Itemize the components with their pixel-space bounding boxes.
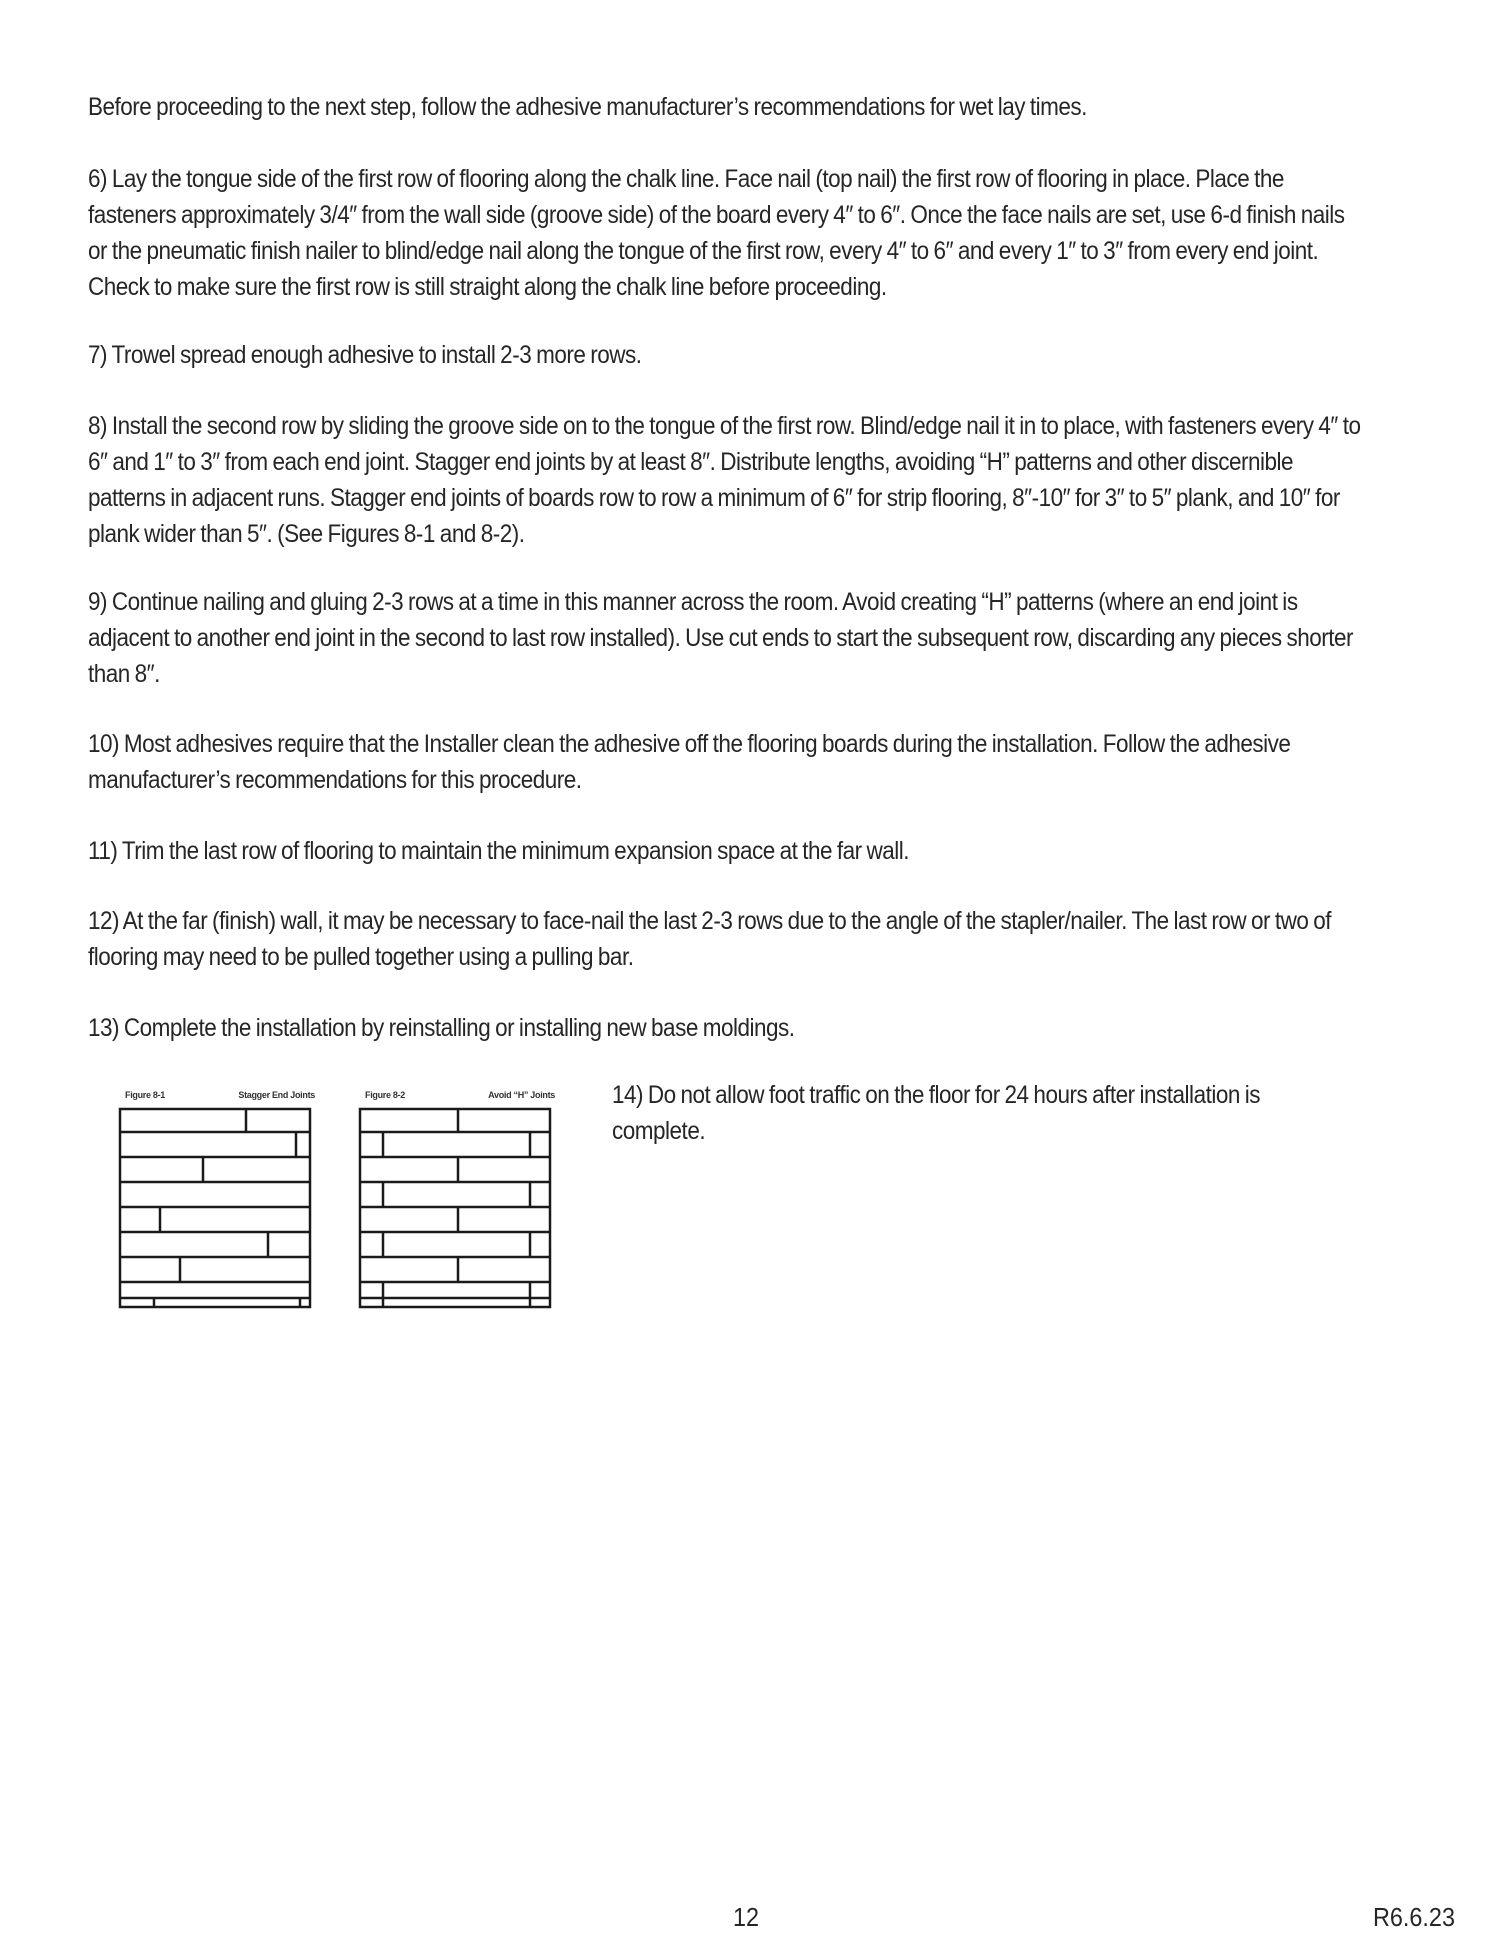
step-13-paragraph: 13) Complete the installation by reinstalling or installing new base moldings.	[88, 1014, 795, 1042]
figure-8-1-stagger-end-joints	[118, 1090, 315, 1315]
figure-8-2-caption: Avoid “H” Joints	[488, 1090, 555, 1100]
page-number: 12	[733, 1902, 760, 1932]
step-14-paragraph: 14) Do not allow foot traffic on the floor for 24 hours after installation is complete.	[612, 1081, 1260, 1145]
intro-paragraph: Before proceeding to the next step, follow the adhesive manufacturer’s recommendations for wet lay times.	[88, 93, 1087, 121]
floor-pattern-h-joint-diagram	[358, 1107, 555, 1315]
step-11-paragraph: 11) Trim the last row of flooring to maintain the minimum expansion space at the far wall.	[88, 837, 910, 865]
revision-code: R6.6.23	[1373, 1902, 1455, 1932]
step-9-paragraph: 9) Continue nailing and gluing 2-3 rows at a time in this manner across the room. Avoid creating “H” patterns (where an end joint is adjacent to another end joint in the second to last row installed). Use cut ends to start the subsequent row, discarding any pieces shorter than 8″.	[88, 588, 1354, 688]
step-12-paragraph: 12) At the far (finish) wall, it may be necessary to face-nail the last 2-3 rows due to the angle of the stapler/nailer. The last row or two of flooring may need to be pulled together using a pulling bar.	[88, 907, 1332, 971]
figure-8-2-label: Figure 8-2	[365, 1090, 406, 1100]
step-10-paragraph: 10) Most adhesives require that the Installer clean the adhesive off the flooring boards during the installation. Follow the adhesive manufacturer’s recommendations for this procedure.	[88, 730, 1291, 794]
figure-8-1-caption: Stagger End Joints	[238, 1090, 315, 1100]
step-6-paragraph: 6) Lay the tongue side of the first row of flooring along the chalk line. Face nail (top nail) the first row of flooring in place. Place the fasteners approximately 3/4″ from the wall side (groove side) of the board every 4″ to 6″. Once the face nails are set, use 6-d finish nails or the pneumatic finish nailer to blind/edge nail along the tongue of the first row, every 4″ to 6″ and every 1″ to 3″ from every end joint. Check to make sure the first row is still straight along the chalk line before proceeding.	[88, 165, 1345, 301]
figure-8-2-avoid-h-joints	[358, 1090, 555, 1315]
floor-pattern-stagger-diagram	[118, 1107, 315, 1315]
step-8-paragraph: 8) Install the second row by sliding the groove side on to the tongue of the first row. Blind/edge nail it in to place, with fasteners every 4″ to 6″ and 1″ to 3″ from each end joint. Stagger end joints by at least 8″. Distribute lengths, avoiding “H” patterns and other discernible patterns in adjacent runs. Stagger end joints of boards row to row a minimum of 6″ for strip flooring, 8″-10″ for 3″ to 5″ plank, and 10″ for plank wider than 5″. (See Figures 8-1 and 8-2).	[88, 412, 1361, 548]
step-7-paragraph: 7) Trowel spread enough adhesive to install 2-3 more rows.	[88, 341, 642, 369]
figure-8-1-label: Figure 8-1	[125, 1090, 166, 1100]
